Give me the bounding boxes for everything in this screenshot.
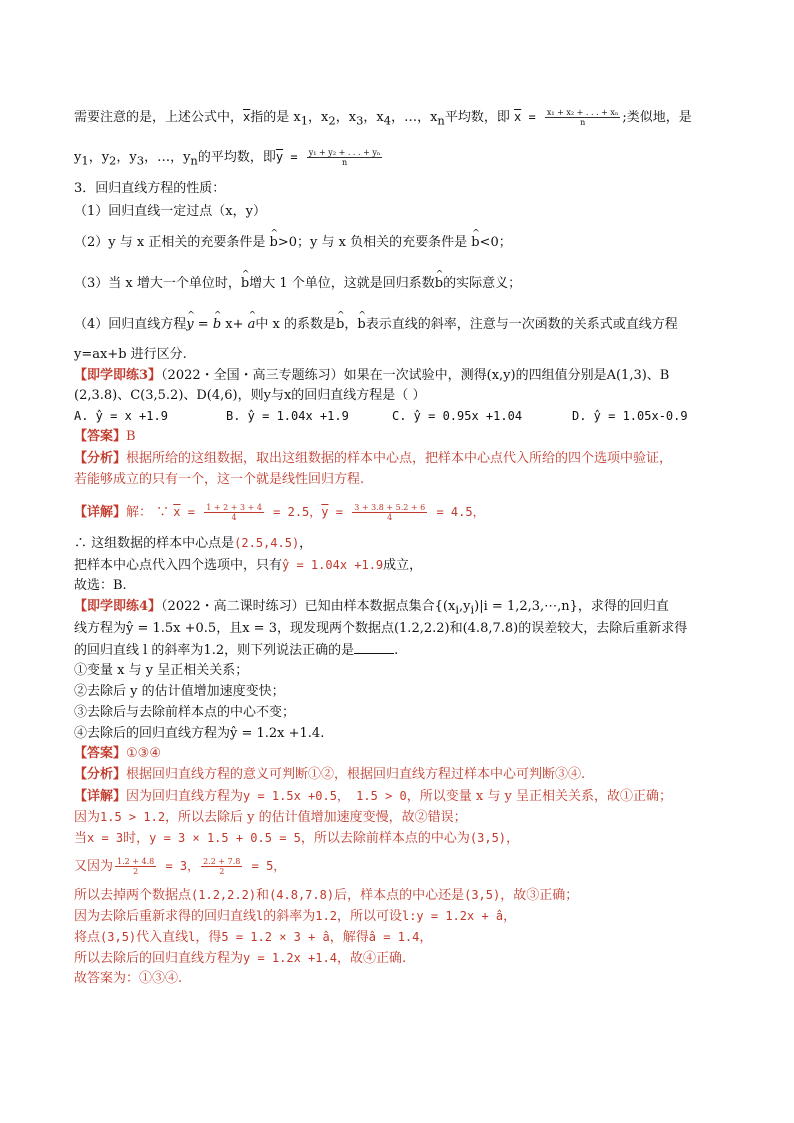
fraction [352,503,427,522]
text: = [180,505,203,519]
ex3-detail-1 [74,503,734,522]
numerator: x₁ + x₂ + . . . + xₙ [546,108,619,117]
text: ，所以变量 x 与 y 呈正相关关系，故①正确； [406,789,672,804]
detail-tag: 【详解】 [74,789,127,804]
text: ，所以去除后 y 的估计值增加速度变慢，故②错误； [165,810,467,825]
subscript: 1 [81,153,89,168]
y-bar: $\overline{y}$ [321,505,329,519]
point: (3,5) [100,930,137,944]
fraction [545,108,621,127]
b-hat: ^ b [270,234,278,252]
ex3-analysis-1 [74,450,734,468]
text: 后，样本点的中心还是 [334,888,465,903]
answer-value: ①③④ [126,746,161,761]
note-line-1 [74,108,734,130]
ex4-detail-2 [74,808,734,827]
text: 因为去除后重新求得的回归直线 [74,909,257,924]
inequality: 1.5 > 1.2 [100,810,166,824]
denominator: n [341,158,348,167]
equation: y = 1.2x +1.4 [243,951,337,965]
text: <0； [479,235,512,250]
ex4-detail-9: 故答案为：①③④. [74,971,183,986]
ex3-analysis-2: 若能够成立的只有一个，这一个就是线性回归方程. [74,472,365,487]
note-line-2 [74,148,734,170]
text: 成立， [383,558,423,573]
numerator: y₁ + y₂ + . . . + yₙ [308,148,381,157]
line-name: l [188,930,196,944]
text: 当 [74,831,88,846]
ex3-answer [74,428,734,446]
ex4-statement-3: ③去除后与去除前样本点的中心不变； [74,705,296,720]
fraction [201,857,242,876]
equation: â = 1.4 [368,930,420,944]
detail-tag: 【详解】 [74,505,127,520]
text: 所以去除后的回归直线方程为 [74,951,244,966]
ex4-detail-8 [74,949,734,968]
text: 平均数，即 [444,110,510,125]
equation: ŷ = 1.04x +1.9 [282,558,384,572]
text: 因为 [74,810,101,825]
ex4-statement-2: ②去除后 y 的估计值增加速度变快； [74,684,285,699]
text: 代入直线 [136,930,189,945]
text: （2022・高二课时练习）已知由样本数据点集合{(x [161,599,456,614]
text: 的斜率为 [263,909,316,924]
text: = 4.5， [429,505,485,519]
text: ，…，y [144,150,191,165]
numerator: 3 + 3.8 + 5.2 + 6 [354,503,426,512]
text: ，x [363,110,384,125]
equation: x = 3 [87,831,124,845]
text: = [193,317,213,332]
b-hat: ^ b [471,234,479,252]
text: ，故③正确； [500,888,579,903]
x-bar: $\overline{x}$ [513,110,522,124]
property-3 [74,275,734,293]
fraction [204,503,264,522]
point: (4.8,7.8) [269,888,335,902]
text: x+ [221,317,248,332]
ex4-answer [74,745,734,763]
option-c: C. ŷ = 0.95x +1.04 [392,409,523,423]
numerator: 1.2 + 4.8 [117,857,155,866]
text: ∴ 这组数据的样本中心点是 [74,536,235,551]
text: = 2.5， [265,505,322,519]
numerator: 1 + 2 + 3 + 4 [206,503,262,512]
text: 中 x 的系数是 [255,317,337,332]
text: 增大 1 个单位，这就是回归系数 [249,276,435,291]
denominator: 4 [387,513,393,522]
ex4-statement-4: ④去除后的回归直线方程为ŷ = 1.2x +1.4. [74,726,325,741]
subscript: 3 [136,153,145,168]
ex3-question-line-1 [74,367,734,385]
text: 因为回归直线方程为 [126,789,244,804]
text: 表示直线的斜率，注意与一次函数的关系式或直线方程 [365,317,678,332]
text: ， [419,930,433,945]
subscript: n [190,153,198,168]
text: 将点 [74,930,101,945]
answer-tag: 【答案】 [74,429,127,444]
text: = 5， [244,859,286,873]
a-hat: ^ a [248,316,256,334]
text: ，y [116,150,137,165]
text: ，x [335,110,357,125]
fraction [115,857,156,876]
text: ，解得 [329,930,369,945]
text: ，所以去除前样本点的中心为 [300,831,470,846]
properties-heading: 3．回归直线方程的性质： [74,181,226,196]
subscript: n [437,113,445,128]
analysis-tag: 【分析】 [74,767,127,782]
text: ， [503,909,517,924]
option-d: D. ŷ = 1.05x-0.9 [572,409,688,423]
ex3-detail-4: 故选：B. [74,578,127,593]
text: 的实际意义； [443,276,522,291]
text: = 3， [158,859,200,873]
subscript: i [455,602,459,617]
point: (3,5) [464,888,501,902]
text: ， [344,317,358,332]
answer-value: B [126,429,136,444]
text: ， [299,536,313,551]
b-hat: ^ b [241,275,249,293]
text: 和 [256,888,270,903]
text: ，所以可设 [336,909,402,924]
y-bar: $\overline{y}$ [275,150,284,164]
subscript: 1 [300,113,309,128]
text: = [328,505,351,519]
analysis-text: 根据所给的这组数据，取出这组数据的样本中心点，把样本中心点代入所给的四个选项中验证， [126,451,673,466]
ex3-detail-3 [74,556,734,575]
text: 解： ∵ [126,505,174,520]
property-4-cont: y=ax+b 进行区分. [74,347,187,362]
text: ，x [308,110,329,125]
analysis-text: 根据回归直线方程的意义可判断①②，根据回归直线方程过样本中心可判断③④. [126,767,586,782]
ex4-detail-5 [74,886,734,905]
slope: 1.2 [315,909,337,923]
x-bar: $\overline{x}$ [243,110,251,124]
point: (3,5) [469,831,507,845]
equation: y = 3 × 1.5 + 0.5 = 5 [149,831,301,845]
subscript: 2 [109,153,117,168]
option-b: B. ŷ = 1.04x +1.9 [226,409,349,423]
point: (1.2,2.2) [191,888,257,902]
x-bar: $\overline{x}$ [173,505,181,519]
subscript: 2 [328,113,336,128]
ex4-detail-3 [74,829,734,848]
text: 的平均数，即 [197,150,276,165]
text: ;类似地，是 [622,110,692,125]
ex4-question-line-3 [74,641,734,660]
subscript: 3 [356,113,364,128]
text: ，得 [195,930,222,945]
property-2 [74,234,734,252]
text: >0；y 与 x 负相关的充要条件是 [277,235,468,250]
denominator: 2 [133,867,139,876]
y-hat: ^ y [186,316,193,334]
equation: 5 = 1.2 × 3 + â [221,930,330,944]
text: = [521,110,543,124]
text: （2022・全国・高三专题练习）如果在一次试验中，测得(x,y)的四组值分别是A(1,3)、B [161,368,670,383]
ex4-detail-6 [74,907,734,926]
answer-tag: 【答案】 [74,746,127,761]
b-hat: ^ b [435,275,443,293]
subscript: 4 [383,113,392,128]
denominator: n [580,118,586,127]
text: （2）y 与 x 正相关的充要条件是 [74,235,266,250]
ex4-analysis [74,766,734,784]
text: 又因为 [74,859,114,874]
text: （3）当 x 增大一个单位时， [74,276,241,291]
ex3-question-line-2: (2,3.8)、C(3,5.2)、D(4,6)，则y与x的回归直线方程是（ ） [74,388,426,403]
text: 需要注意的是，上述公式中， [74,110,244,125]
line-name: l [256,909,264,923]
text: （4）回归直线方程 [74,317,187,332]
ex4-detail-1 [74,787,734,806]
text: 所以去掉两个数据点 [74,888,192,903]
center-point: (2.5,4.5) [234,536,300,550]
ex4-detail-4 [74,857,734,876]
text: 时， [123,831,150,846]
text: . [394,643,399,658]
numerator: 2.2 + 7.8 [203,857,241,866]
answer-blank [354,641,394,654]
analysis-tag: 【分析】 [74,451,127,466]
text: y [74,150,82,165]
text: ， [506,831,520,846]
exercise-tag: 【即学即练3】 [74,368,162,383]
property-4 [74,316,734,334]
exercise-tag: 【即学即练4】 [74,599,162,614]
b-hat: ^ b [357,316,365,334]
denominator: 2 [219,867,225,876]
subscript: i [470,602,475,617]
property-1: （1）回归直线一定过点（x，y） [74,204,266,219]
text: 指的是 x [250,110,301,125]
ex4-statement-1: ①变量 x 与 y 呈正相关关系； [74,663,249,678]
equation: y = 1.5x +0.5， 1.5 > 0 [243,789,407,803]
denominator: 4 [231,513,237,522]
text: ，…，x [391,110,438,125]
text: ,y [459,599,471,614]
b-hat: ^ b [213,316,221,334]
equation: l:y = 1.2x + â [401,909,504,923]
text: ，y [88,150,110,165]
ex3-detail-2 [74,534,734,553]
ex4-question-line-1 [74,598,734,619]
text: 的回归直线 l 的斜率为1.2，则下列说法正确的是 [74,643,355,658]
text: 把样本中心点代入四个选项中，只有 [74,558,283,573]
ex4-detail-7 [74,928,734,947]
option-a: A. ŷ = x +1.9 [74,409,168,423]
text: = [283,150,305,164]
b-hat: ^ b [336,316,344,334]
text: ，故④正确. [336,951,407,966]
text: )|i = 1,2,3,⋯,n}，求得的回归直 [474,599,669,614]
ex4-question-line-2: 线方程为ŷ = 1.5x +0.5，且x = 3，现发现两个数据点(1.2,2.2)和(4.8,7.8)的误差较大，去除后重新求得 [74,621,688,636]
fraction [307,148,383,167]
